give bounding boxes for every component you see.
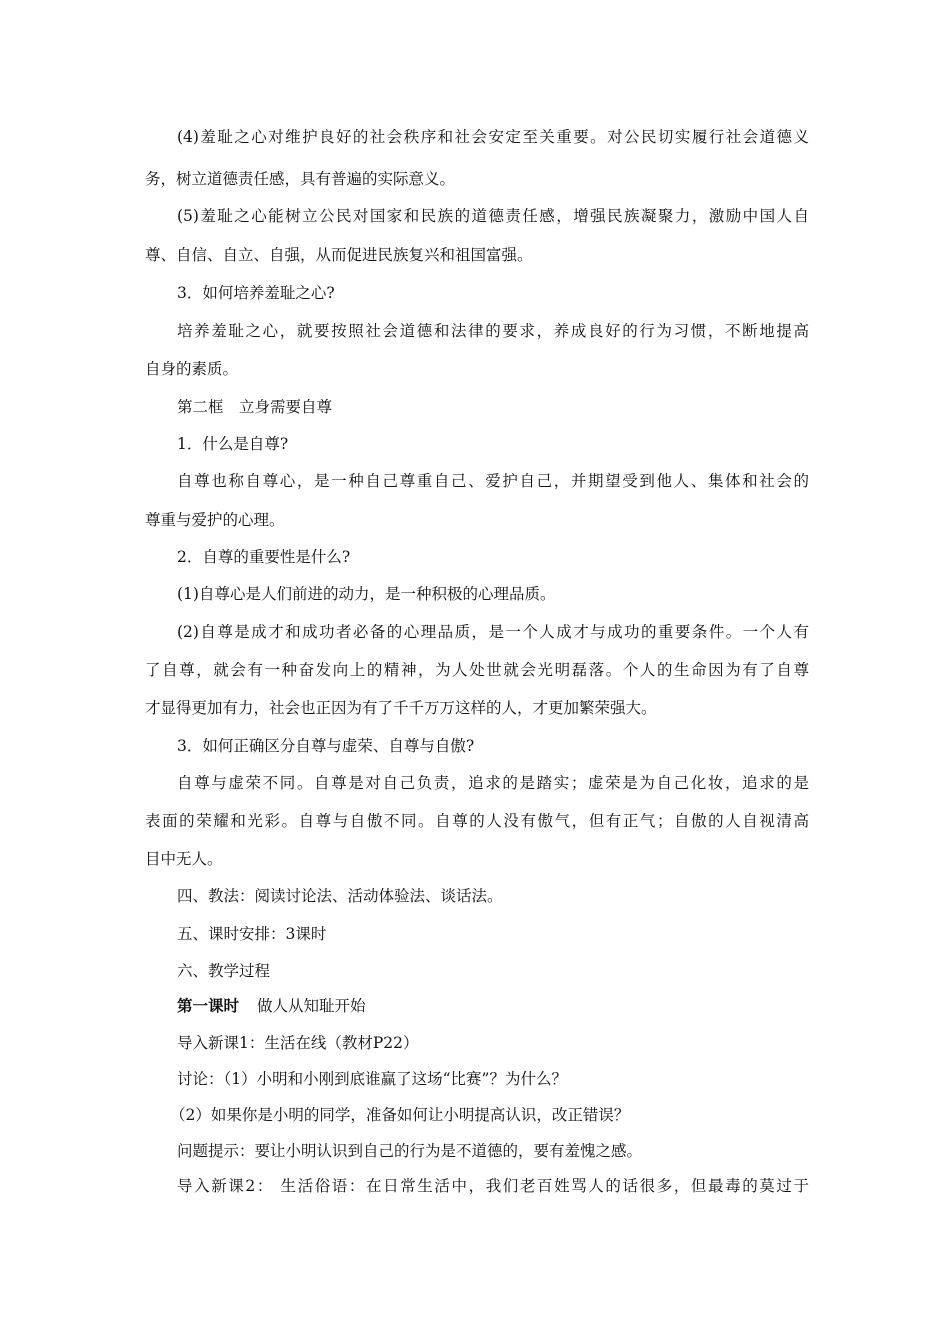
paragraph-line: (5)羞耻之心能树立公民对国家和民族的道德责任感，增强民族凝聚力，激励中国人自 [177,207,809,225]
paragraph-line: 尊重与爱护的心理。 [145,511,285,529]
paragraph-line: 尊、自信、自立、自强，从而促进民族复兴和祖国富强。 [145,246,533,264]
paragraph-line: 务，树立道德责任感，具有普遍的实际意义。 [145,170,456,188]
lesson-title: 做人从知耻开始 [257,997,366,1015]
paragraph-line: 导入新课2： 生活俗语：在日常生活中，我们老百姓骂人的话很多，但最毒的莫过于 [177,1177,809,1195]
paragraph-line: 自身的素质。 [145,360,239,378]
paragraph-line: 自尊也称自尊心，是一种自己尊重自己、爱护自己，并期望受到他人、集体和社会的 [177,472,809,490]
paragraph-line: 问题提示：要让小明认识到自己的行为是不道德的，要有羞愧之感。 [177,1142,643,1160]
section-heading: 六、教学过程 [177,962,271,980]
paragraph-line: (4)羞耻之心对维护良好的社会秩序和社会安定至关重要。对公民切实履行社会道德义 [177,128,809,146]
paragraph-line: 五、课时安排：3课时 [177,925,327,943]
section-heading: 3．如何培养羞耻之心? [177,284,335,302]
paragraph-line: 导入新课1：生活在线（教材P22） [177,1034,419,1052]
paragraph-line: 培养羞耻之心，就要按照社会道德和法律的要求，养成良好的行为习惯，不断地提高 [177,322,809,340]
paragraph-line: 自尊与虚荣不同。自尊是对自己负责，追求的是踏实；虚荣是为自己化妆，追求的是 [177,774,809,792]
paragraph-line: 了自尊，就会有一种奋发向上的精神，为人处世就会光明磊落。个人的生命因为有了自尊 [145,661,809,679]
paragraph-line: （2）如果你是小明的同学，准备如何让小明提高认识，改正错误？ [170,1106,630,1124]
paragraph-line: 表面的荣耀和光彩。自尊与自傲不同。自尊的人没有傲气，但有正气；自傲的人自视清高 [145,812,809,830]
lesson-heading [177,996,809,1018]
paragraph-line: (1)自尊心是人们前进的动力，是一种积极的心理品质。 [177,585,556,603]
paragraph-line: 目中无人。 [145,850,223,868]
section-heading: 1．什么是自尊? [177,435,289,453]
paragraph-line: (2)自尊是成才和成功者必备的心理品质，是一个人成才与成功的重要条件。一个人有 [177,623,809,641]
lesson-label: 第一课时 [177,996,240,1015]
section-heading: 第二框 立身需要自尊 [177,398,333,416]
paragraph-line: 才显得更加有力，社会也正因为有了千千万万这样的人，才更加繁荣强大。 [145,699,657,717]
paragraph-line: 四、教法：阅读讨论法、活动体验法、谈话法。 [177,887,503,905]
paragraph-line: 讨论：（1）小明和小刚到底谁赢了这场“比赛”？为什么？ [177,1070,567,1088]
section-heading: 2．自尊的重要性是什么? [177,548,351,566]
section-heading: 3．如何正确区分自尊与虚荣、自尊与自傲? [177,737,475,755]
